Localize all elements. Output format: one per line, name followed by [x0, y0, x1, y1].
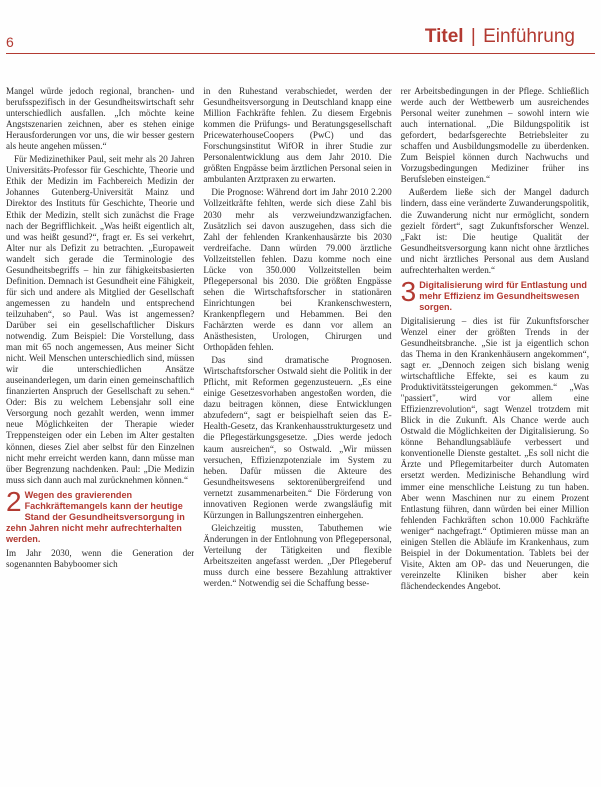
column-3	[401, 86, 589, 773]
paragraph: Für Medizinethiker Paul, seit mehr als 20 Jahren Universitäts-Professor für Geschichte, Theorie und Ethik der Medizin im Fachbereich Medizin der Johannes Gutenberg-Universität Mainz und Direktor des Instituts für Geschichte, Theorie und Ethik der Medizin, stellt sich zunächst die Frage nach der Begrifflichkeit. „Was heißt eigentlich alt, und was heißt gesund?“, fragt er. Es sei verkehrt, Alter nur als Defizit zu betrachten. „Europaweit wandelt sich gerade die Terminologie des Gesundheitsbegriffs – hin zur fähigkeitsbasierten Definition. Demnach ist Gesundheit eine Fähigkeit, für sich und andere als Mitglied der Gesellschaft angemessen zu handeln und entsprechend teilzuhaben“, so Paul. Was ist angemessen? Darüber sei ein gesellschaftlicher Diskurs notwendig. Zum Beispiel: Die Vorstellung, dass man mit 65 noch angemessen, Aus meiner Sicht nicht. Weil Menschen unterschiedlich sind, müssen wir die unterschiedlichen Ansätze auseinanderlegen, um darin einen gemeinschaftlich finanzierten Anspruch der Gesellschaft zu sehen.“ Oder: Bis zu welchem Lebensjahr soll eine Versorgung noch gezahlt werden, wenn immer neue Möglichkeiten der Therapie wieder Treppensteigen oder ein Leben im Alter gestalten können, dieses Ziel aber selbst für den Einzelnen nicht mehr erreicht werden kann, dann müsse man über Begrenzung nachdenken. Paul: „Die Medizin muss sich dann auch mal zurücknehmen können.“	[6, 154, 195, 485]
paragraph: Außerdem ließe sich der Mangel dadurch lindern, dass eine veränderte Zuwanderungspolitik, die Zuwanderung nicht nur ermöglicht, sondern gezielt fördert“, sagt Zukunftsforscher Wenzel. „Fakt ist: Die heutige Qualität der Gesundheitsversorgung kann nicht ohne ärztliches und nicht ärztliches Personal aus dem Ausland aufrechterhalten werden.“	[400, 187, 589, 275]
subheading-text: Digitalisierung wird für Entlastung und mehr Effizienz im Gesundheitswesen sorgen.	[419, 279, 587, 312]
subheading-number: 3	[400, 279, 417, 307]
chapter-title: Einführung	[483, 26, 575, 47]
running-header	[425, 26, 575, 48]
article-body	[6, 86, 589, 773]
subheading-2	[6, 490, 194, 545]
paragraph: Digitalisierung – dies ist für Zukunftsforscher Wenzel einer der größten Trends in der Gesundheitsbranche. „Sie ist ja eigentlich schon das Thema in den Krankenhäusern angekommen“, sagt er. „Dennoch zeigen sich bislang wenig wirtschaftliche Effekte, sei es kaum zu Produktivitätssteigerungen gekommen.“ „Was "passiert", wird vor allem eine Effizienzrevolution“, sagt Wenzel trotzdem mit Blick in die Zukunft. Als Chance werde auch Ostwald die Möglichkeiten der Digitalisierung. So könne Behandlungsabläufe verbessert und konventionelle Dienste gestaltet. „Es soll nicht die Ärzte und Pflegemitarbeiter durch Automaten ersetzt werden. Medizinische Behandlung wird immer eine menschliche Leistung zu tun haben. Aber wenn Maschinen nur zu einem Prozent Entlastung führen, dann würden bei einer Million fehlenden Fachkräften schon 10.000 Fachkräfte weniger“ nachgefragt.“ Optimieren müsse man an einigen Stellen die Abläufe im Krankenhaus, zum Beispiel in der Dokumentation. Tablets bei der Visite, Akten am OP- das und Neuerungen, die vereinzelte Kliniken bisher aber kein flächendeckendes Angebot.	[400, 315, 589, 591]
column-2	[203, 86, 391, 773]
subheading-text: Wegen des gravierenden Fachkräftemangels kann der heutige Stand der Gesundheitsversorgung in zehn Jahren nicht mehr aufrechterhalten werden.	[6, 489, 185, 544]
subheading-number: 2	[6, 489, 22, 517]
header-rule	[6, 53, 595, 54]
header-separator: |	[470, 26, 476, 47]
subheading-3	[401, 280, 589, 313]
section-title: Titel	[424, 26, 464, 47]
paragraph: Die Prognose: Während dort im Jahr 2010 2.200 Vollzeitkräfte fehlten, werde sich diese Zahl bis 2030 mehr als verzweiundzwanzigfachen. Zusätzlich sei davon auszugehen, dass sich die Zahl der fehlenden Krankenhausärzte bis 2030 verdreifache. Dann würden 79.000 ärztliche Vollzeitstellen fehlen. Dazu komme noch eine Lücke von 350.000 Vollzeitstellen beim Pflegepersonal bis 2030. Die größten Engpässe sehen die Wirtschaftsforscher in stationären Einrichtungen bei Krankenschwestern, Krankenpflegern und Hebammen. Bei den Fachärzten werde es dann vor allem an Anästhesisten, Urologen, Chirurgen und Orthopäden fehlen.	[203, 187, 392, 353]
paragraph: in den Ruhestand verabschiedet, werden der Gesundheitsversorgung in Deutschland knapp eine Million Fachkräfte fehlen. Zu diesem Ergebnis kommen die Prüfungs- und Beratungsgesellschaft PricewaterhouseCoopers (PwC) und das Forschungsinstitut WifOR in ihrer Studie zur Personalentwicklung aus dem Jahr 2010. Die größten Engpässe beim ärztlichen Personal seien in ambulanten Arztpraxen zu erwarten.	[203, 86, 392, 185]
paragraph: Mangel würde jedoch regional, branchen- und berufsspezifisch in der Gesundheitswirtschaft sehr unterschiedlich ausfallen. „Ich möchte keine Angstszenarien zeichnen, aber es stehen einige Herausforderungen vor uns, die wir besser gestern als heute angehen müssen.“	[6, 86, 195, 152]
paragraph: rer Arbeitsbedingungen in der Pflege. Schließlich werde auch der Wettbewerb um ausreichendes Personal weiter zunehmen – sowohl intern wie auch international. „Die Bildungspolitik ist gefordert, bedarfsgerechte Betriebsleiter zu schaffen und Ausbildungsmodelle zu überdenken. Zum Beispiel können durch Nachwuchs und Vorzugsbedingungen Mediziner früher ins Berufsleben einsteigen.“	[400, 86, 589, 185]
paragraph: Gleichzeitig mussten, Tabuthemen wie Änderungen in der Entlohnung von Pflegepersonal, Verteilung der Tätigkeiten und flexible Arbeitszeiten angefasst werden. „Der Pflegeberuf muss durch eine bessere Bezahlung attraktiver werden.“ Notwendig sei die Schaffung besse-	[203, 522, 392, 589]
paragraph: Im Jahr 2030, wenn die Generation der sogenannten Babyboomer sich	[6, 547, 195, 569]
column-1	[6, 86, 194, 773]
paragraph: Das sind dramatische Prognosen. Wirtschaftsforscher Ostwald sieht die Politik in der Pflicht, mit Reformen gegenzusteuern. „Es eine einige Gesetzesvorhaben angestoßen worden, die dazu beitragen können, diese Entwicklungen abzufedern“, sagt er beispielhaft seien das E-Health-Gesetz, das Krankenhausstrukturgesetz und die Pflegestärkungsgesetze. „Dies werde jedoch kaum ausreichen“, so Ostwald. „Wir müssen versuchen, Effizienzpotenziale im System zu heben. Dafür müssen die Akteure des Gesundheitswesens sektorenübergreifend und vernetzt zusammenarbeiten.“ Die Förderung von innovativen Regionen werde zwangsläufig mit Kürzungen in Ballungszentren einhergehen.	[203, 355, 392, 520]
page-number: 6	[6, 34, 14, 50]
